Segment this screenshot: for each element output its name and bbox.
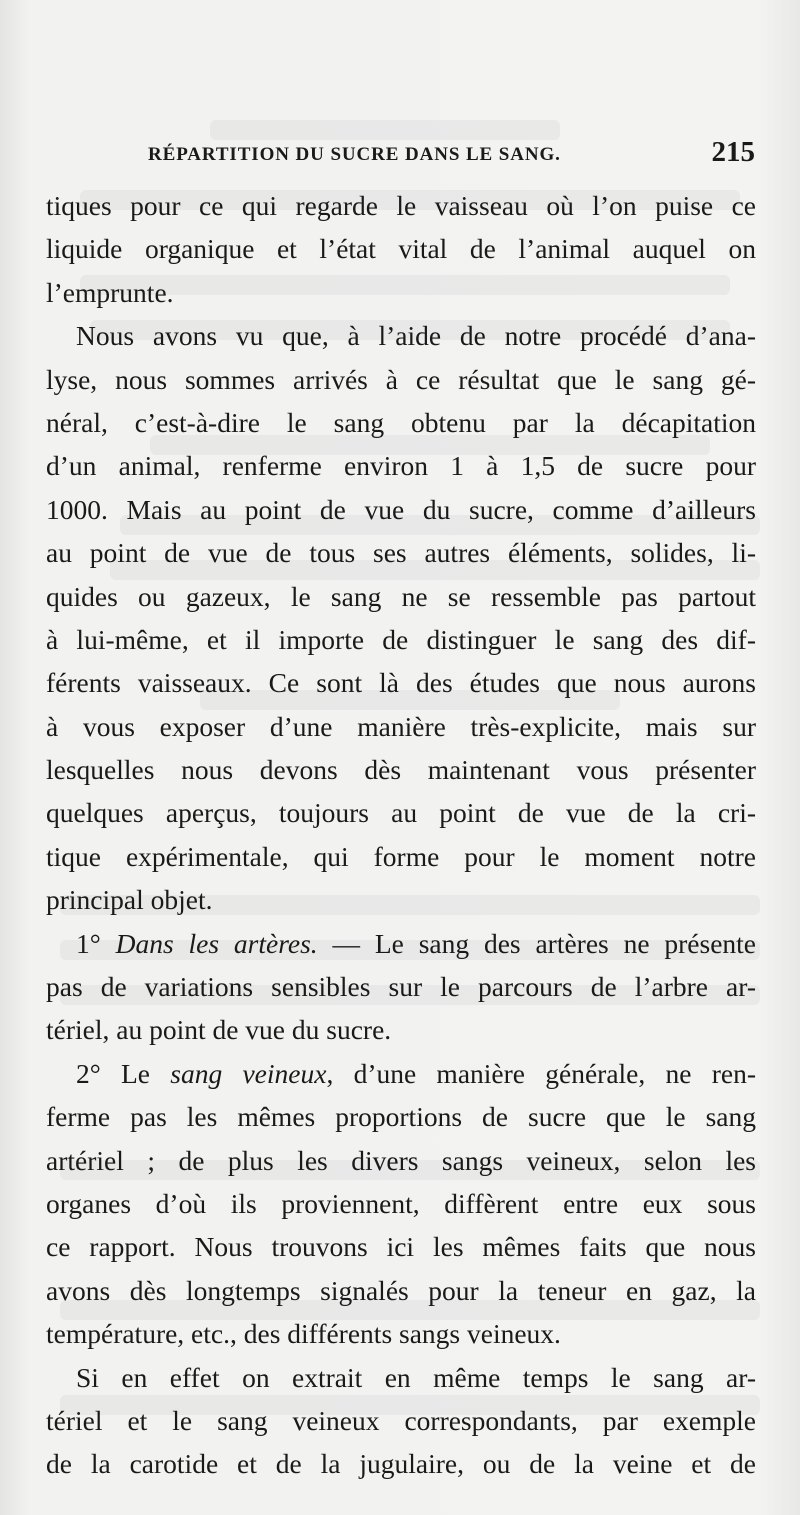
text-line: tique expérimentale, qui forme pour le moment notre bbox=[46, 840, 756, 872]
text-line: lyse, nous sommes arrivés à ce résultat que le sang gé- bbox=[46, 363, 756, 395]
text-line: avons dès longtemps signalés pour la teneur en gaz, la bbox=[46, 1274, 756, 1306]
text-line: artériel ; de plus les divers sangs veineux, selon les bbox=[46, 1144, 756, 1176]
text-line: à vous exposer d’une manière très-explicite, mais sur bbox=[46, 710, 756, 742]
text-line: principal objet. bbox=[46, 884, 213, 916]
text-line: tériel et le sang veineux correspondants, par exemple bbox=[46, 1404, 756, 1436]
text-segment: 2° Le bbox=[76, 1057, 171, 1089]
text-line: liquide organique et l’état vital de l’animal auquel on bbox=[46, 233, 756, 265]
text-segment: — Le sang des artères ne présente bbox=[317, 927, 756, 959]
italic-text: Dans les artères. bbox=[115, 927, 318, 959]
text-line: d’un animal, renferme environ 1 à 1,5 de sucre pour bbox=[46, 450, 756, 482]
text-line: organes d’où ils proviennent, diffèrent entre eux sous bbox=[46, 1187, 756, 1219]
text-line bbox=[46, 1052, 756, 1095]
text-segment: 1° bbox=[76, 927, 116, 959]
text-line: au point de vue de tous ses autres éléments, solides, li- bbox=[46, 537, 756, 569]
text-line: de la carotide et de la jugulaire, ou de la veine et de bbox=[46, 1448, 756, 1480]
text-line: 1000. Mais au point de vue du sucre, comme d’ailleurs bbox=[46, 493, 756, 525]
italic-text: sang veineux bbox=[170, 1057, 327, 1089]
text-line: tériel, au point de vue du sucre. bbox=[46, 1014, 392, 1046]
page-number: 215 bbox=[711, 136, 755, 168]
text-line: Si en effet on extrait en même temps le sang ar- bbox=[76, 1361, 756, 1393]
running-head: RÉPARTITION DU SUCRE DANS LE SANG. bbox=[148, 144, 561, 165]
text-line: l’emprunte. bbox=[46, 276, 174, 308]
text-line: ce rapport. Nous trouvons ici les mêmes faits que nous bbox=[46, 1231, 756, 1263]
text-line: ferme pas les mêmes proportions de sucre que le sang bbox=[46, 1101, 756, 1133]
text-line: férents vaisseaux. Ce sont là des études que nous aurons bbox=[46, 667, 756, 699]
text-line: pas de variations sensibles sur le parcours de l’arbre ar- bbox=[46, 971, 756, 1003]
text-line: température, etc., des différents sangs veineux. bbox=[46, 1318, 561, 1350]
text-line: tiques pour ce qui regarde le vaisseau où l’on puise ce bbox=[46, 190, 756, 221]
text-line: lesquelles nous devons dès maintenant vous présenter bbox=[46, 754, 756, 786]
text-line: néral, c’est-à-dire le sang obtenu par la décapitation bbox=[46, 406, 756, 438]
text-line bbox=[46, 922, 756, 965]
body-text bbox=[46, 184, 756, 1486]
text-line: quelques aperçus, toujours au point de vue de la cri- bbox=[46, 797, 756, 829]
text-line: à lui-même, et il importe de distinguer le sang des dif- bbox=[46, 623, 756, 655]
text-line: quides ou gazeux, le sang ne se ressemble pas partout bbox=[46, 580, 756, 612]
text-line: Nous avons vu que, à l’aide de notre procédé d’ana- bbox=[76, 320, 756, 352]
page-header bbox=[48, 136, 755, 176]
text-segment: , d’une manière générale, ne ren- bbox=[326, 1057, 756, 1089]
